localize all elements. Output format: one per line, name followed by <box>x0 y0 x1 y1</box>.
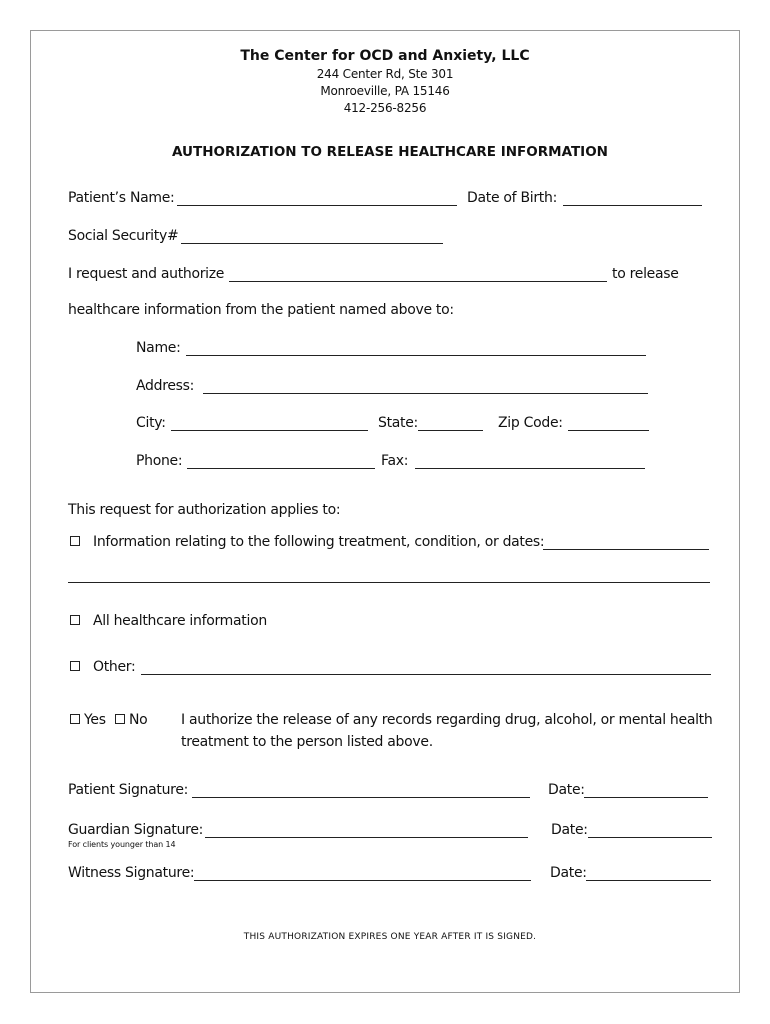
request-line-2: healthcare information from the patient named above to: <box>68 302 454 318</box>
no-label: No <box>129 712 148 728</box>
yes-checkbox[interactable] <box>70 714 80 724</box>
guardian-note: For clients younger than 14 <box>68 840 176 849</box>
guardian-signature-label: Guardian Signature: <box>68 822 204 838</box>
ssn-field[interactable] <box>181 243 443 244</box>
witness-signature-field[interactable] <box>194 880 531 881</box>
request-suffix: to release <box>612 266 679 282</box>
recipient-zip-field[interactable] <box>568 430 649 431</box>
address-line-1: 244 Center Rd, Ste 301 <box>316 67 454 81</box>
consent-text-line-1: I authorize the release of any records regarding drug, alcohol, or mental health <box>181 712 713 728</box>
request-prefix: I request and authorize <box>68 266 225 282</box>
patient-date-field[interactable] <box>584 797 708 798</box>
all-info-checkbox[interactable] <box>70 615 80 625</box>
dob-field[interactable] <box>563 205 702 206</box>
form-title: AUTHORIZATION TO RELEASE HEALTHCARE INFORMATION <box>172 144 608 160</box>
patient-name-label: Patient’s Name: <box>68 190 175 206</box>
address-line-2: Monroeville, PA 15146 <box>320 84 450 98</box>
patient-signature-label: Patient Signature: <box>68 782 189 798</box>
recipient-name-field[interactable] <box>186 355 646 356</box>
recipient-fax-label: Fax: <box>381 453 409 469</box>
info-details-field-continued[interactable] <box>68 582 710 583</box>
guardian-date-label: Date: <box>551 822 588 838</box>
recipient-phone-field[interactable] <box>187 468 375 469</box>
organization-name: The Center for OCD and Anxiety, LLC <box>240 48 530 64</box>
patient-date-label: Date: <box>548 782 585 798</box>
ssn-label: Social Security# <box>68 228 179 244</box>
witness-date-field[interactable] <box>586 880 711 881</box>
organization-phone: 412-256-8256 <box>343 101 427 115</box>
info-option-label: Information relating to the following treatment, condition, or dates: <box>93 534 545 550</box>
patient-signature-field[interactable] <box>192 797 530 798</box>
expiration-notice: THIS AUTHORIZATION EXPIRES ONE YEAR AFTER IT IS SIGNED. <box>243 932 537 942</box>
consent-text-line-2: treatment to the person listed above. <box>181 734 433 750</box>
no-checkbox[interactable] <box>115 714 125 724</box>
yes-label: Yes <box>84 712 106 728</box>
recipient-name-label: Name: <box>136 340 181 356</box>
other-label: Other: <box>93 659 136 675</box>
witness-signature-label: Witness Signature: <box>68 865 195 881</box>
all-info-label: All healthcare information <box>93 613 267 629</box>
info-checkbox[interactable] <box>70 536 80 546</box>
witness-date-label: Date: <box>550 865 587 881</box>
recipient-state-label: State: <box>378 415 418 431</box>
applies-intro: This request for authorization applies to: <box>68 502 341 518</box>
authorized-party-field[interactable] <box>229 281 607 282</box>
other-details-field[interactable] <box>141 674 711 675</box>
recipient-zip-label: Zip Code: <box>498 415 563 431</box>
guardian-signature-field[interactable] <box>205 837 528 838</box>
recipient-state-field[interactable] <box>418 430 483 431</box>
recipient-city-field[interactable] <box>171 430 368 431</box>
recipient-city-label: City: <box>136 415 166 431</box>
info-details-field[interactable] <box>543 549 709 550</box>
recipient-address-field[interactable] <box>203 393 648 394</box>
patient-name-field[interactable] <box>177 205 457 206</box>
recipient-address-label: Address: <box>136 378 195 394</box>
dob-label: Date of Birth: <box>467 190 557 206</box>
other-checkbox[interactable] <box>70 661 80 671</box>
recipient-fax-field[interactable] <box>415 468 645 469</box>
recipient-phone-label: Phone: <box>136 453 183 469</box>
guardian-date-field[interactable] <box>588 837 712 838</box>
